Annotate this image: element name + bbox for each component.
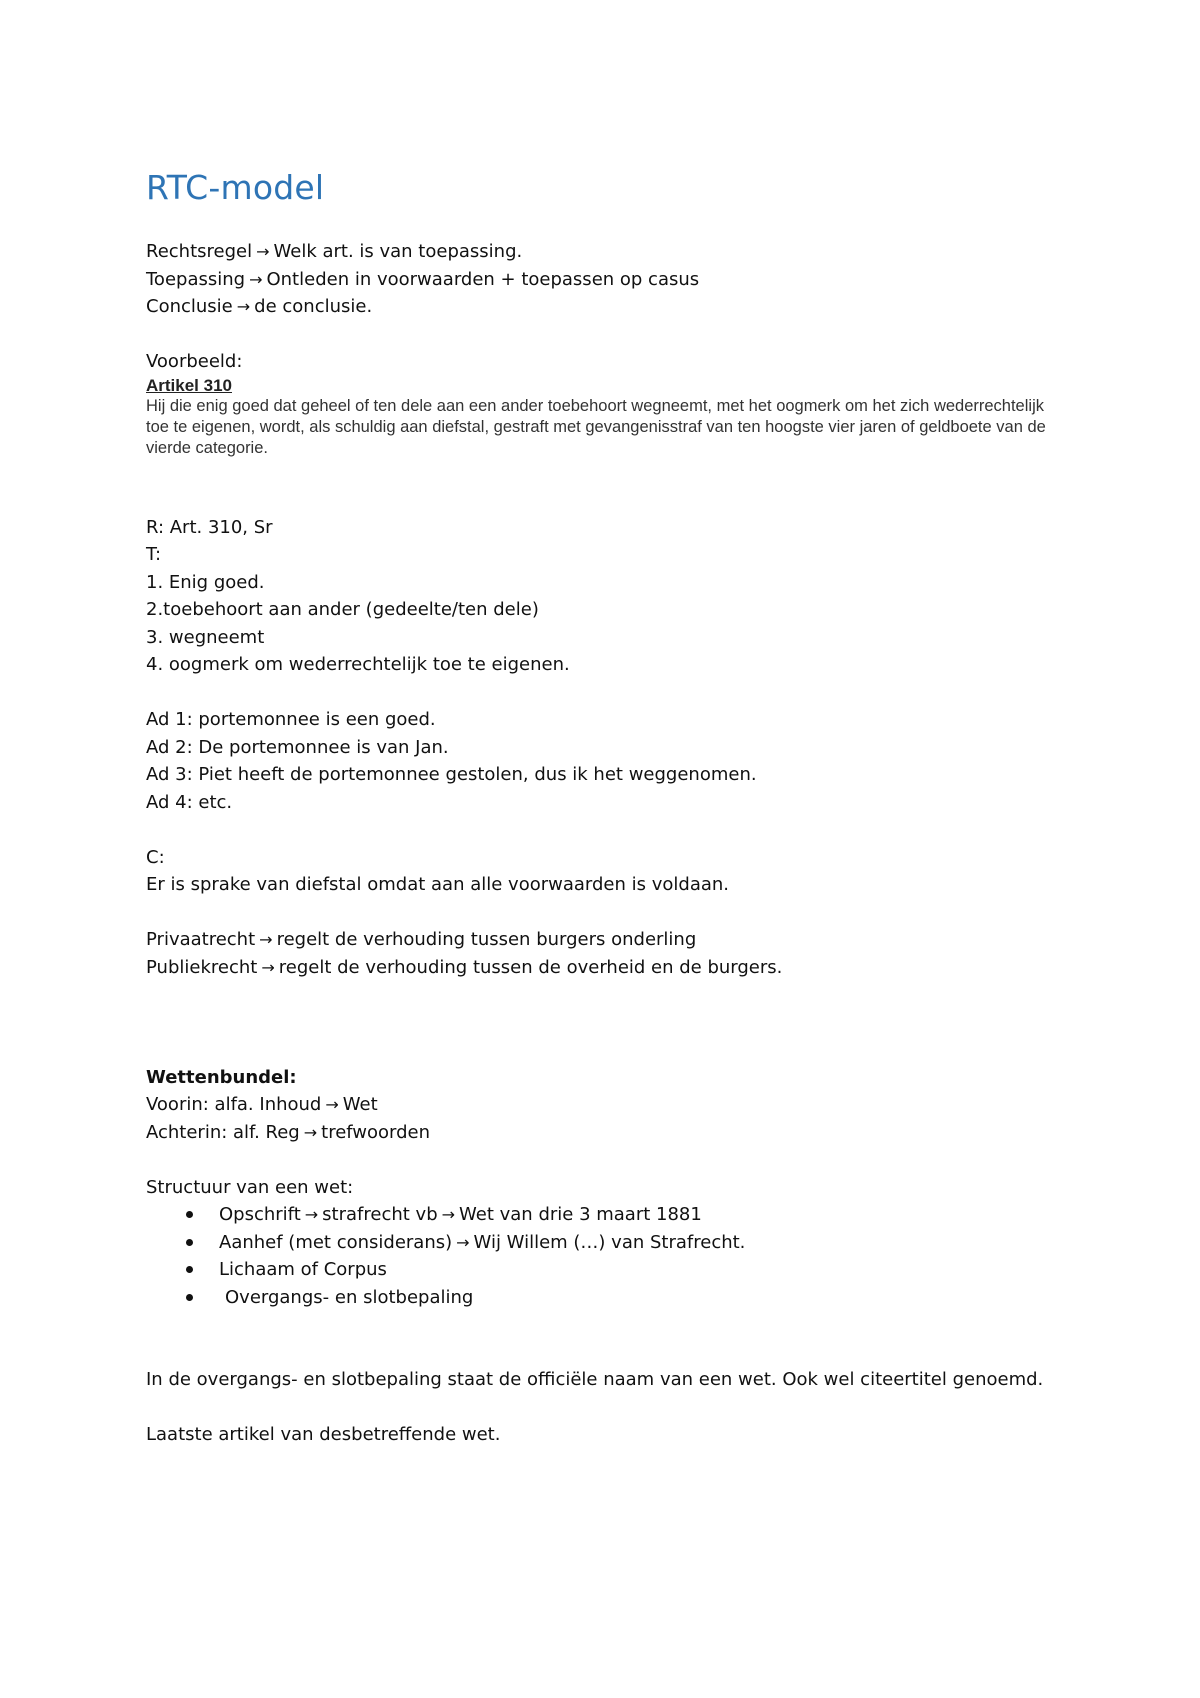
term: Rechtsregel	[146, 241, 253, 262]
text: Overgangs- en slotbepaling	[225, 1286, 474, 1308]
desc: Wij Willem (…) van Strafrecht.	[473, 1231, 746, 1253]
ad-2: Ad 2: De portemonnee is van Jan.	[146, 736, 449, 758]
document-body	[146, 238, 1066, 1449]
article-title: Artikel 310	[146, 375, 232, 395]
ad-4: Ad 4: etc.	[146, 791, 233, 813]
article-text: Hij die enig goed dat geheel of ten dele aan een ander toebehoort wegneemt, met het oogmerk om het zich wederrechtelijk toe te eigenen, wordt, als schuldig aan diefstal, gestraft met gevangenisstraf van ten hoogste vier jaren of geldboete van de vierde categorie.	[146, 396, 1046, 457]
desc: regelt de verhouding tussen de overheid en de burgers.	[278, 956, 783, 978]
list-item-opschrift	[146, 1201, 1066, 1229]
condition-1: 1. Enig goed.	[146, 571, 265, 593]
arrow-right-icon: →	[261, 957, 275, 977]
term: Publiekrecht	[146, 956, 258, 978]
mid: strafrecht vb	[322, 1204, 438, 1225]
list-item-overgang	[146, 1284, 1066, 1312]
term: Aanhef (met considerans)	[219, 1231, 453, 1253]
voorbeeld-label: Voorbeeld:	[146, 351, 243, 372]
arrow-right-icon: →	[249, 269, 263, 289]
arrow-right-icon: →	[325, 1095, 339, 1114]
term: Toepassing	[146, 268, 246, 290]
arrow-right-icon: →	[456, 1232, 470, 1252]
voorin-line	[146, 1091, 1066, 1119]
arrow-right-icon: →	[441, 1205, 456, 1224]
arrow-right-icon: →	[259, 930, 273, 949]
arrow-right-icon: →	[303, 1122, 318, 1142]
condition-3: 3. wegneemt	[146, 626, 265, 648]
desc: Wet	[342, 1094, 378, 1115]
closing-paragraph-2: Laatste artikel van desbetreffende wet.	[146, 1424, 501, 1445]
structuur-list	[146, 1201, 1066, 1311]
law-type-privaatrecht	[146, 926, 1066, 954]
closing-paragraph-1: In de overgangs- en slotbepaling staat de officiële naam van een wet. Ook wel citeertitel genoemd.	[146, 1369, 1044, 1390]
wettenbundel-label: Wettenbundel:	[146, 1066, 297, 1088]
list-item-aanhef	[146, 1229, 1066, 1257]
term: Voorin: alfa. Inhoud	[146, 1094, 322, 1115]
term: Opschrift	[219, 1204, 301, 1225]
page-title: RTC-model	[146, 168, 325, 207]
condition-4: 4. oogmerk om wederrechtelijk toe te eigenen.	[146, 654, 570, 675]
term: Achterin: alf. Reg	[146, 1121, 300, 1143]
bullet-icon	[186, 1239, 193, 1246]
law-type-publiekrecht	[146, 954, 1066, 982]
condition-2: 2.toebehoort aan ander (gedeelte/ten dele)	[146, 599, 539, 620]
bullet-icon	[186, 1266, 193, 1273]
structuur-label: Structuur van een wet:	[146, 1176, 354, 1198]
achterin-line	[146, 1119, 1066, 1147]
list-item-lichaam	[146, 1256, 1066, 1284]
term: Privaatrecht	[146, 929, 256, 950]
r-line: R: Art. 310, Sr	[146, 516, 273, 538]
c-label: C:	[146, 846, 165, 868]
arrow-right-icon: →	[304, 1205, 319, 1224]
desc: regelt de verhouding tussen burgers onderling	[276, 929, 697, 950]
ad-3: Ad 3: Piet heeft de portemonnee gestolen, dus ik het weggenomen.	[146, 764, 757, 785]
arrow-right-icon: →	[236, 297, 251, 316]
rtc-line-rechtsregel	[146, 238, 1066, 266]
conclusion: Er is sprake van diefstal omdat aan alle voorwaarden is voldaan.	[146, 874, 730, 895]
desc: Ontleden in voorwaarden + toepassen op casus	[266, 268, 700, 290]
term: Conclusie	[146, 296, 233, 317]
desc: Welk art. is van toepassing.	[273, 241, 523, 262]
rtc-line-conclusie	[146, 293, 1066, 321]
rtc-line-toepassing	[146, 266, 1066, 294]
text: Lichaam of Corpus	[219, 1259, 387, 1280]
desc: trefwoorden	[321, 1121, 431, 1143]
arrow-right-icon: →	[256, 242, 270, 261]
bullet-icon	[186, 1211, 193, 1218]
ad-1: Ad 1: portemonnee is een goed.	[146, 709, 436, 730]
desc: Wet van drie 3 maart 1881	[459, 1204, 702, 1225]
bullet-icon	[186, 1294, 193, 1301]
desc: de conclusie.	[254, 296, 373, 317]
t-label: T:	[146, 544, 162, 565]
